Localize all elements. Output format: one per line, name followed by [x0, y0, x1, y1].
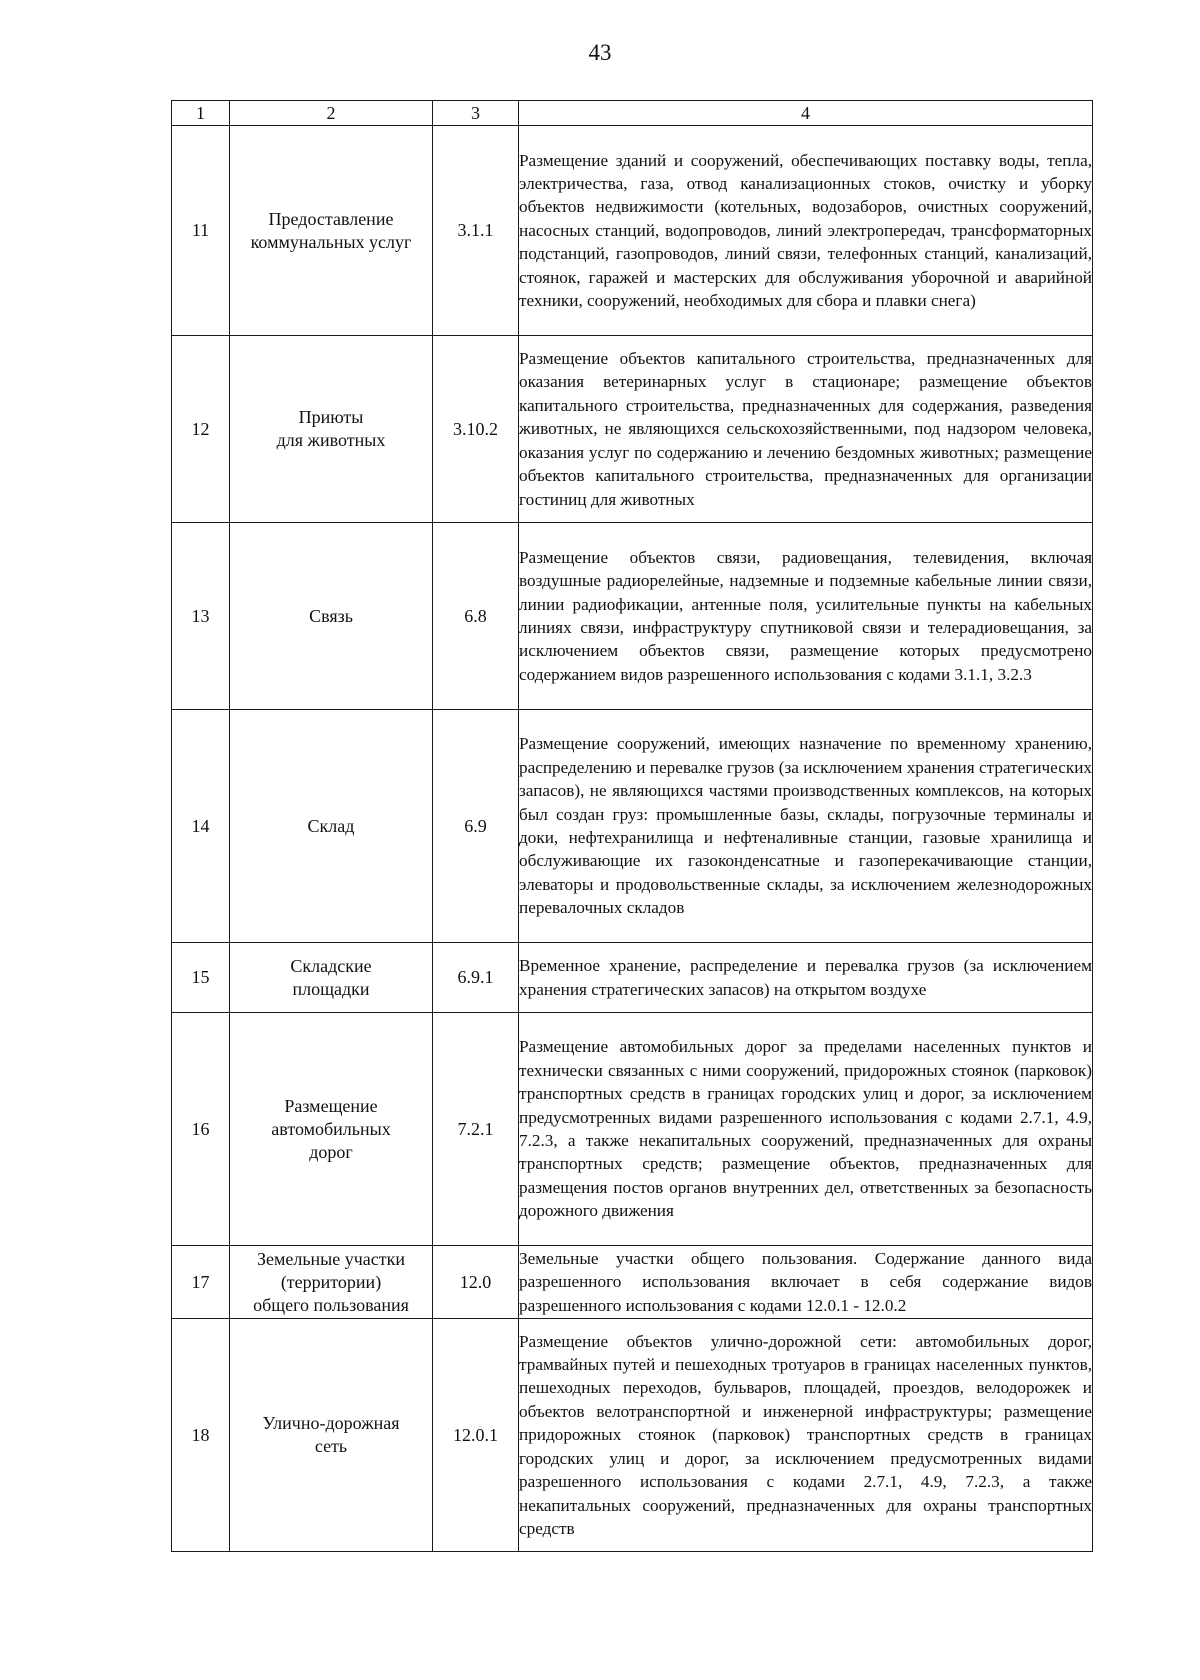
land-use-name: Улично-дорожная сеть — [230, 1319, 433, 1552]
row-number: 17 — [172, 1246, 230, 1319]
table-row — [172, 943, 1093, 1013]
table-row — [172, 710, 1093, 943]
land-use-name: Земельные участки (территории) общего пользования — [230, 1246, 433, 1319]
header-col-1: 1 — [172, 101, 230, 126]
land-use-code: 3.1.1 — [433, 126, 519, 336]
table-row — [172, 1246, 1093, 1319]
page-number: 43 — [588, 40, 612, 65]
land-use-description: Размещение сооружений, имеющих назначение по временному хранению, распределению и перевалке грузов (за исключением хранения стратегических запасов), не являющихся частями производственных комплексов, на которых был создан груз: промышленные базы, склады, погрузочные терминалы и доки, нефтехранилища и нефтеналивные станции, газовые хранилища и обслуживающие их газоконденсатные и газоперекачивающие станции, элеваторы и продовольственные склады, за исключением железнодорожных перевалочных складов — [519, 710, 1093, 943]
row-number: 11 — [172, 126, 230, 336]
land-use-description: Земельные участки общего пользования. Содержание данного вида разрешенного использования включает в себя содержание видов разрешенного использования с кодами 12.0.1 - 12.0.2 — [519, 1246, 1093, 1319]
land-use-description: Размещение объектов капитального строительства, предназначенных для оказания ветеринарных услуг в стационаре; размещение объектов капитального строительства, предназначенных для содержания, разведения животных, не являющихся сельскохозяйственными, под надзором человека, оказания услуг по содержанию и лечению бездомных животных; размещение объектов капитального строительства, предназначенных для организации гостиниц для животных — [519, 336, 1093, 523]
header-col-2: 2 — [230, 101, 433, 126]
table-row — [172, 1013, 1093, 1246]
row-number: 16 — [172, 1013, 230, 1246]
land-use-table — [171, 100, 1093, 1552]
land-use-name: Предоставление коммунальных услуг — [230, 126, 433, 336]
land-use-code: 6.9 — [433, 710, 519, 943]
table-row — [172, 336, 1093, 523]
land-use-description: Размещение объектов улично-дорожной сети: автомобильных дорог, трамвайных путей и пешеходных тротуаров в границах населенных пунктов, пешеходных переходов, бульваров, площадей, проездов, велодорожек и объектов велотранспортной и инженерной инфраструктуры; размещение придорожных стоянок (парковок) транспортных средств в границах городских улиц и дорог, за исключением предусмотренных видами разрешенного использования с кодами 2.7.1, 4.9, 7.2.3, а также некапитальных сооружений, предназначенных для охраны транспортных средств — [519, 1319, 1093, 1552]
row-number: 12 — [172, 336, 230, 523]
land-use-code: 12.0.1 — [433, 1319, 519, 1552]
land-use-description: Размещение зданий и сооружений, обеспечивающих поставку воды, тепла, электричества, газа, отвод канализационных стоков, очистку и уборку объектов недвижимости (котельных, водозаборов, очистных сооружений, насосных станций, водопроводов, линий электропередач, трансформаторных подстанций, газопроводов, линий связи, телефонных станций, канализаций, стоянок, гаражей и мастерских для обслуживания уборочной и аварийной техники, сооружений, необходимых для сбора и плавки снега) — [519, 126, 1093, 336]
row-number: 18 — [172, 1319, 230, 1552]
land-use-name: Приюты для животных — [230, 336, 433, 523]
land-use-code: 12.0 — [433, 1246, 519, 1319]
land-use-description: Размещение объектов связи, радиовещания, телевидения, включая воздушные радиорелейные, надземные и подземные кабельные линии связи, линии радиофикации, антенные поля, усилительные пункты на кабельных линиях связи, инфраструктуру спутниковой связи и телерадиовещания, за исключением объектов связи, размещение которых предусмотрено содержанием видов разрешенного использования с кодами 3.1.1, 3.2.3 — [519, 523, 1093, 710]
table-row — [172, 126, 1093, 336]
header-col-3: 3 — [433, 101, 519, 126]
land-use-name: Склад — [230, 710, 433, 943]
land-use-name: Размещение автомобильных дорог — [230, 1013, 433, 1246]
header-col-4: 4 — [519, 101, 1093, 126]
land-use-name: Связь — [230, 523, 433, 710]
row-number: 13 — [172, 523, 230, 710]
land-use-code: 7.2.1 — [433, 1013, 519, 1246]
land-use-description: Временное хранение, распределение и перевалка грузов (за исключением хранения стратегических запасов) на открытом воздухе — [519, 943, 1093, 1013]
land-use-code: 6.9.1 — [433, 943, 519, 1013]
row-number: 15 — [172, 943, 230, 1013]
land-use-name: Складские площадки — [230, 943, 433, 1013]
table-row — [172, 523, 1093, 710]
land-use-description: Размещение автомобильных дорог за пределами населенных пунктов и технически связанных с ними сооружений, придорожных стоянок (парковок) транспортных средств в границах городских улиц и дорог, за исключением предусмотренных видами разрешенного использования с кодами 2.7.1, 4.9, 7.2.3, а также некапитальных сооружений, предназначенных для охраны транспортных средств; размещение объектов, предназначенных для размещения постов органов внутренних дел, ответственных за безопасность дорожного движения — [519, 1013, 1093, 1246]
land-use-code: 6.8 — [433, 523, 519, 710]
table-row — [172, 1319, 1093, 1552]
land-use-code: 3.10.2 — [433, 336, 519, 523]
row-number: 14 — [172, 710, 230, 943]
table-header-row — [172, 101, 1093, 126]
